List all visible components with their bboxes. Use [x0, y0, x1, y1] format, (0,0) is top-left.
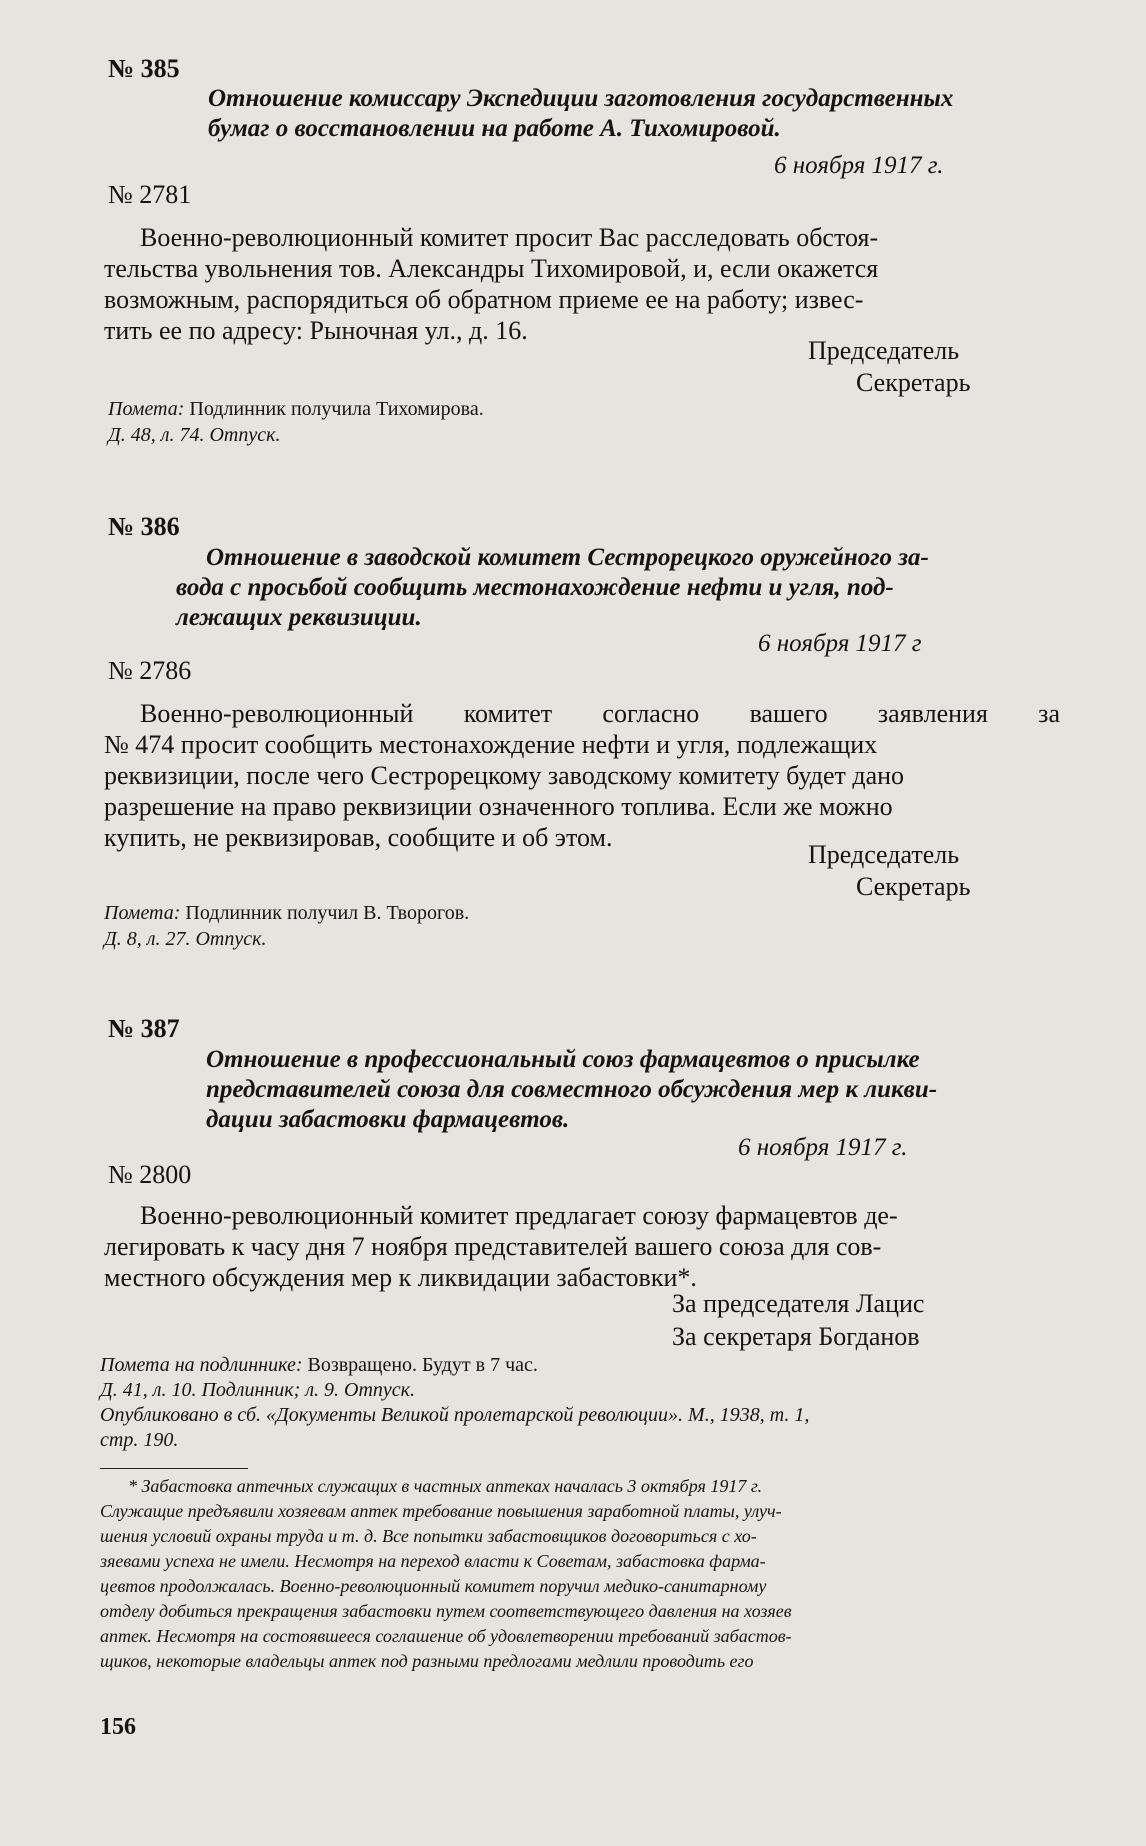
doc387-annotation-label: Помета на подлиннике:: [100, 1354, 303, 1376]
footnote-line-7: аптек. Несмотря на состоявшееся соглашение об удовлетворении требований забастов-: [100, 1626, 792, 1646]
footnote-line-4: зяевами успеха не имели. Несмотря на переход власти к Советам, забастовка фарма-: [100, 1551, 766, 1571]
doc387-title-line-2: представителей союза для совместного обсуждения мер к ликви-: [206, 1076, 938, 1103]
doc387-ref: № 2800: [108, 1160, 192, 1189]
doc386-annotation: [104, 900, 469, 926]
footnote-line-6: отделу добиться прекращения забастовки путем соответствующего давления на хозяев: [100, 1601, 792, 1621]
doc386-body-line-5: купить, не реквизировав, сообщите и об этом.: [104, 823, 613, 852]
doc386-signature-chairman: Председатель: [808, 840, 960, 869]
doc387-body-line-2: легировать к часу дня 7 ноября представителей вашего союза для сов-: [104, 1232, 882, 1261]
doc386-annotation-text: Подлинник получил В. Творогов.: [185, 902, 470, 924]
doc387-archive-ref: Д. 41, л. 10. Подлинник; л. 9. Отпуск.: [100, 1379, 416, 1401]
doc386-archive-ref: Д. 8, л. 27. Отпуск.: [104, 928, 267, 950]
doc386-ref: № 2786: [108, 656, 192, 685]
doc387-body-line-3: местного обсуждения мер к ликвидации забастовки*.: [104, 1263, 697, 1292]
footnote-line-2: Служащие предъявили хозяевам аптек требование повышения заработной платы, улуч-: [100, 1501, 782, 1521]
doc387-publication-line-2: стр. 190.: [100, 1429, 179, 1451]
footnote-line-1: * Забастовка аптечных служащих в частных аптеках началась 3 октября 1917 г.: [128, 1476, 763, 1496]
doc385-number: № 385: [108, 54, 180, 83]
footnote-separator: [100, 1468, 248, 1469]
doc387-body-line-1: Военно-революционный комитет предлагает союзу фармацевтов де-: [140, 1201, 898, 1230]
footnote-line-5: цевтов продолжалась. Военно-революционный комитет поручил медико-санитарному: [100, 1576, 767, 1596]
doc385-signature-chairman: Председатель: [808, 336, 960, 365]
doc385-annotation: [108, 396, 484, 422]
doc385-date: 6 ноября 1917 г.: [774, 152, 944, 179]
doc387-publication-line-1: Опубликовано в сб. «Документы Великой пролетарской революции». М., 1938, т. 1,: [100, 1404, 810, 1426]
doc385-annotation-text: Подлинник получила Тихомирова.: [189, 398, 484, 420]
doc386-annotation-label: Помета:: [104, 902, 181, 924]
doc386-title-line-1: Отношение в заводской комитет Сестрорецкого оружейного за-: [206, 544, 929, 571]
doc386-number: № 386: [108, 512, 180, 541]
doc386-title-line-3: лежащих реквизиции.: [176, 604, 422, 631]
doc387-signature-chairman: За председателя Лацис: [672, 1289, 925, 1318]
doc386-signature-secretary: Секретарь: [856, 872, 971, 901]
doc387-annotation-text: Возвращено. Будут в 7 час.: [307, 1354, 538, 1376]
doc385-body-line-3: возможным, распорядиться об обратном приеме ее на работу; извес-: [104, 285, 864, 314]
doc386-body-line-2: № 474 просит сообщить местонахождение нефти и угля, подлежащих: [104, 730, 878, 759]
doc387-annotation: [100, 1352, 538, 1378]
footnote-line-3: шения условий охраны труда и т. д. Все попытки забастовщиков договориться с хо-: [100, 1526, 757, 1546]
doc385-archive-ref: Д. 48, л. 74. Отпуск.: [108, 424, 281, 446]
doc385-body-line-4: тить ее по адресу: Рыночная ул., д. 16.: [104, 316, 528, 345]
doc385-title-line-1: Отношение комиссару Экспедиции заготовления государственных: [208, 85, 954, 112]
doc385-title-line-2: бумаг о восстановлении на работе А. Тихомировой.: [208, 115, 781, 142]
doc387-title-line-3: дации забастовки фармацевтов.: [206, 1106, 570, 1133]
doc387-date: 6 ноября 1917 г.: [738, 1134, 908, 1161]
doc385-body-line-1: Военно-революционный комитет просит Вас расследовать обстоя-: [140, 223, 879, 252]
doc387-title-line-1: Отношение в профессиональный союз фармацевтов о присылке: [206, 1046, 920, 1073]
footnote-line-8: щиков, некоторые владельцы аптек под разными предлогами медлили проводить его: [100, 1651, 754, 1671]
page-number: 156: [100, 1714, 136, 1740]
doc385-body-line-2: тельства увольнения тов. Александры Тихомировой, и, если окажется: [104, 254, 879, 283]
doc386-body-line-1: Военно-революционный комитет согласно вашего заявления за: [140, 699, 1060, 728]
doc387-signature-secretary: За секретаря Богданов: [672, 1322, 920, 1351]
doc386-body-line-3: реквизиции, после чего Сестрорецкому заводскому комитету будет дано: [104, 761, 905, 790]
doc385-annotation-label: Помета:: [108, 398, 185, 420]
doc385-ref: № 2781: [108, 180, 192, 209]
doc387-number: № 387: [108, 1014, 180, 1043]
doc385-signature-secretary: Секретарь: [856, 368, 971, 397]
doc386-body-line-4: разрешение на право реквизиции означенного топлива. Если же можно: [104, 792, 893, 821]
doc386-date: 6 ноября 1917 г: [758, 630, 922, 657]
doc386-title-line-2: вода с просьбой сообщить местонахождение нефти и угля, под-: [176, 574, 894, 601]
